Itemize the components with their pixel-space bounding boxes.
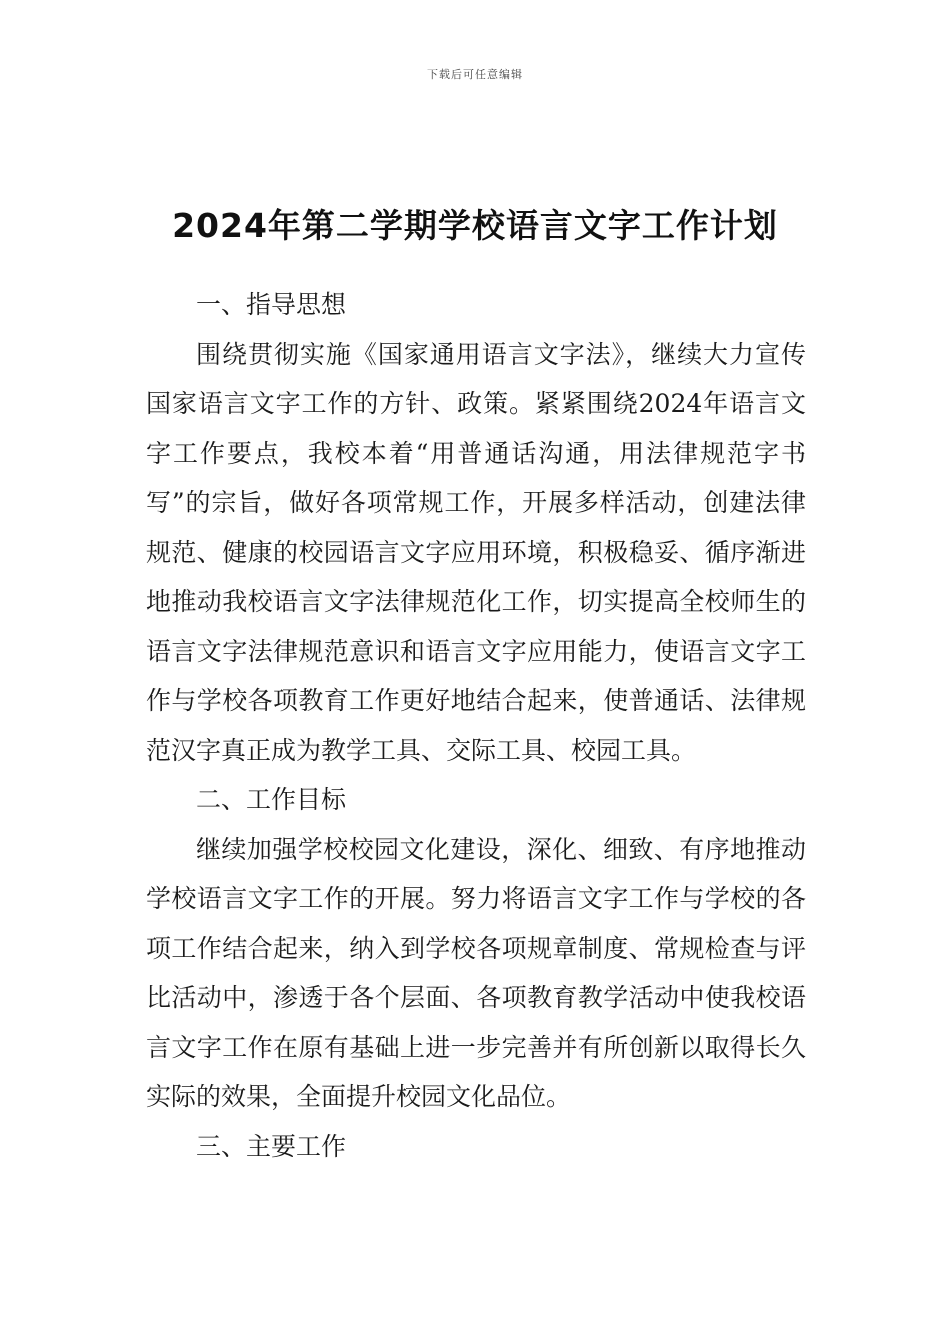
section-heading-main-work: 三、主要工作 [196,1131,347,1161]
section-heading-work-goals: 二、工作目标 [196,785,347,814]
document-title: 2024年第二学期学校语言文字工作计划 [172,206,778,246]
page-header-note: 下载后可任意编辑 [427,68,523,81]
section-paragraph-work-goals: 继续加强学校校园文化建设，深化、细致、有序地推动学校语言文字工作的开展。努力将语言文字工作与学校的各项工作结合起来，纳入到学校各项规章制度、常规检查与评比活动中，渗透于各个层面、各项教育教学活动中使我校语言文字工作在原有基础上进一步完善并有所创新以取得长久实际的效果，全面提升校园文化品位。 [146,834,806,1111]
section-paragraph-guiding-ideology: 围绕贯彻实施《国家通用语言文字法》，继续大力宣传国家语言文字工作的方针、政策。紧紧围绕2024年语言文字工作要点，我校本着“用普通话沟通，用法律规范字书写”的宗旨，做好各项常规工作，开展多样活动，创建法律规范、健康的校园语言文字应用环境，积极稳妥、循序渐进地推动我校语言文字法律规范化工作，切实提高全校师生的语言文字法律规范意识和语言文字应用能力，使语言文字工作与学校各项教育工作更好地结合起来，使普通话、法律规范汉字真正成为教学工具、交际工具、校园工具。 [146,339,806,765]
document-body [146,280,806,1171]
section-heading-guiding-ideology: 一、指导思想 [196,290,347,319]
